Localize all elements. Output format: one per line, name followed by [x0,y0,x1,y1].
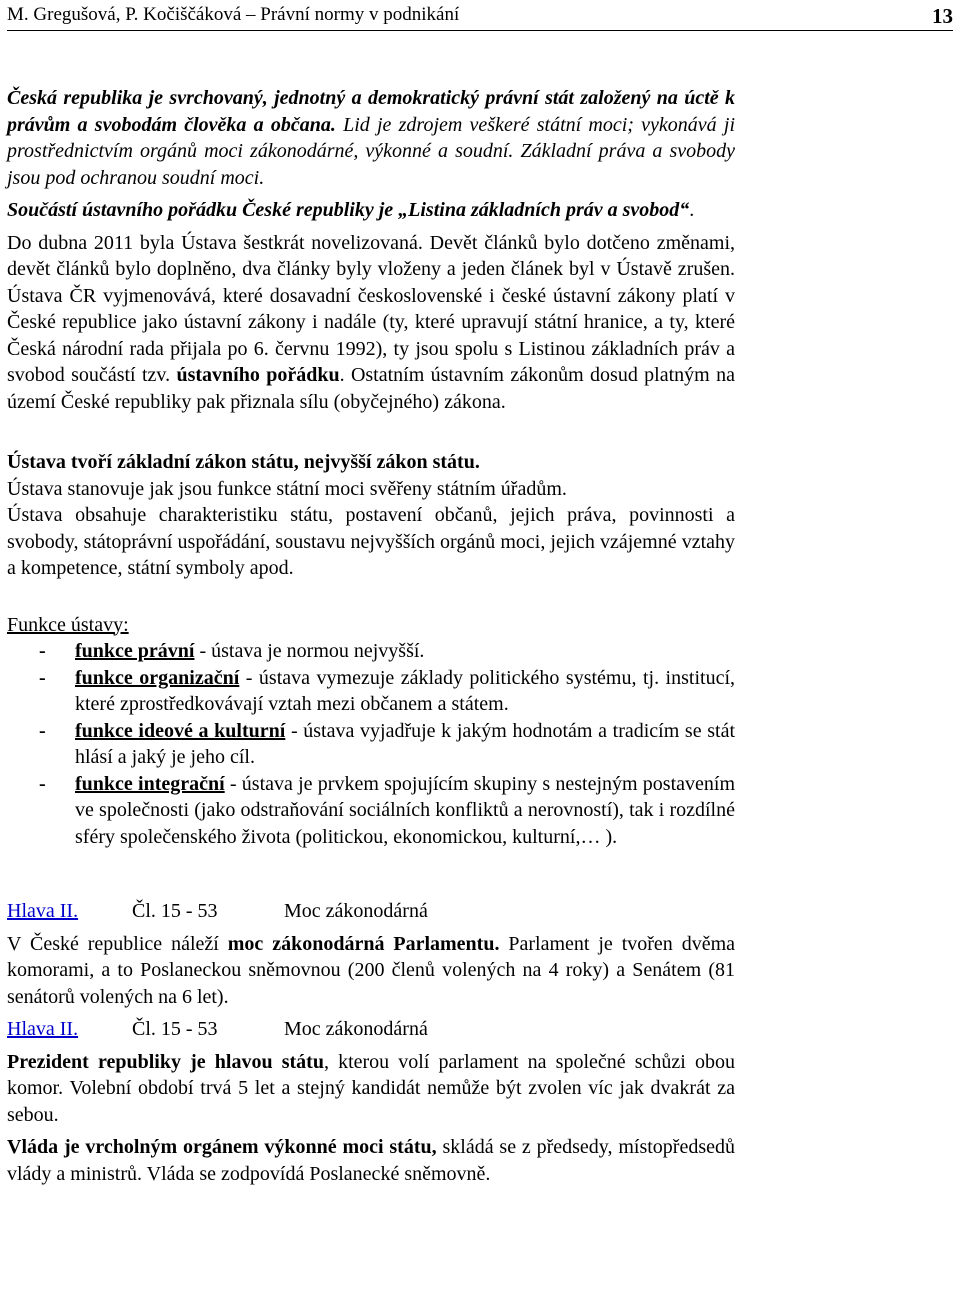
function-text: - ústava je prvkem spojujícím skupiny s nestejným postavením ve společnosti (jako odstraňování sociálních konfliktů a nerovností), tak i rozdílné sféry společenského života (politickou, ekonomickou, kulturní,… ). [75,772,736,848]
article-range: Čl. 15 - 53 [132,900,218,922]
paragraph-amendments [7,230,735,416]
function-name: funkce právní [75,640,195,662]
text: , kterou volí parlament na společné schůzi obou komor. Volební období trvá 5 let a stejný kandidát nemůže být zvolen víc jak dvakrát za sebou. [7,1050,736,1126]
text: Do dubna 2011 byla Ústava šestkrát novelizovaná. Devět článků bylo dotčeno změnami, devět článků bylo doplněno, dva články byly vloženy a jeden článek byl v Ústavě zrušen. Ústava ČR vyjmenovává, které dosavadní československé i české ústavní zákony platí v České republice jako ústavní zákony i nadále (ty, které upravují státní hranice, a ty, které Česká národní rada přijala po 6. červnu 1992), ty jsou spolu s Listinou základních práv a svobod součástí tzv. [7,231,735,386]
functions-heading: Funkce ústavy: [7,613,129,636]
functions-list [7,638,735,850]
function-text: - ústava vyjadřuje k jakým hodnotám a tradicím se stát hlásí a jaký je jeho cíl. [75,719,736,768]
list-dash: - [39,719,46,742]
section-title: Moc zákonodárná [284,900,428,922]
paragraph-government [7,1134,735,1187]
function-text: - ústava vymezuje základy politického systému, tj. institucí, které zprostředkovávají vztah mezi občanem a státem. [75,666,736,715]
text: Parlament je tvořen dvěma komorami, a to Poslaneckou sněmovnou (200 členů volených na 4 roky) a Senátem (81 senátorů volených na 6 let). [7,932,736,1008]
text: . Ostatním ústavním zákonům dosud platným na území České republiky pak přiznala sílu (obyčejného) zákona. [7,364,735,413]
function-name: funkce organizační [75,666,240,689]
list-item [7,665,735,718]
paragraph-basic-law [7,449,735,476]
function-name: funkce integrační [75,772,225,795]
section-heading-hlava [7,898,735,925]
bold-text: Česká republika je svrchovaný, jednotný a demokratický právní stát založený na úctě k právům a svobodám člověka a občana. [7,87,735,136]
list-dash: - [39,772,46,795]
function-name: funkce ideové a kulturní [75,719,286,742]
bold-text: Součástí ústavního pořádku České republiky je „Listina základních práv a svobod“ [7,199,690,221]
list-item [7,718,735,771]
paragraph-state-power: Ústava stanovuje jak jsou funkce státní moci svěřeny státním úřadům. [7,477,567,500]
function-text: - ústava je normou nejvyšší. [194,640,425,662]
paragraph-listina [7,197,735,224]
text: . [689,199,695,221]
text: V České republice náleží [7,932,228,955]
page-number: 13 [932,4,953,28]
section-title: Moc zákonodárná [284,1018,428,1040]
hlava-link[interactable]: Hlava II. [7,1018,79,1040]
bold-text: moc zákonodárná Parlamentu. [227,932,500,955]
italic-text: Lid je zdrojem veškeré státní moci; vykonává ji prostřednictvím orgánů moci zákonodárné, výkonné a soudní. Základní práva a svobody jsou pod ochranou soudní moci. [7,113,735,189]
paragraph-content: Ústava obsahuje charakteristiku státu, postavení občanů, jejich práva, povinnosti a svobody, státoprávní uspořádání, soustavu nejvyšších orgánů moci, jejich vzájemné vztahy a kompetence, státní symboly apod. [7,504,735,579]
page-header [7,0,953,31]
list-item [7,771,735,851]
paragraph-president [7,1049,735,1129]
article-range: Čl. 15 - 53 [132,1018,218,1040]
section-heading-hlava [7,1016,735,1043]
bold-text: Vláda je vrcholným orgánem výkonné moci státu, [7,1136,437,1158]
document-body [7,85,735,1187]
bold-text: ústavního pořádku [176,364,340,386]
hlava-link[interactable]: Hlava II. [7,900,79,922]
bold-text: Ústava tvoří základní zákon státu, nejvyšší zákon státu. [7,451,480,473]
list-item [7,638,735,665]
list-dash: - [39,640,46,662]
bold-text: Prezident republiky je hlavou státu [7,1050,324,1073]
text: skládá se z předsedy, místopředsedů vlády a ministrů. Vláda se zodpovídá Poslanecké sněmovně. [7,1136,735,1185]
paragraph-republic [7,85,735,191]
list-dash: - [39,666,46,689]
header-authors: M. Gregušová, P. Kočiščáková – Právní normy v podnikání [7,4,460,25]
paragraph-parliament [7,931,735,1011]
